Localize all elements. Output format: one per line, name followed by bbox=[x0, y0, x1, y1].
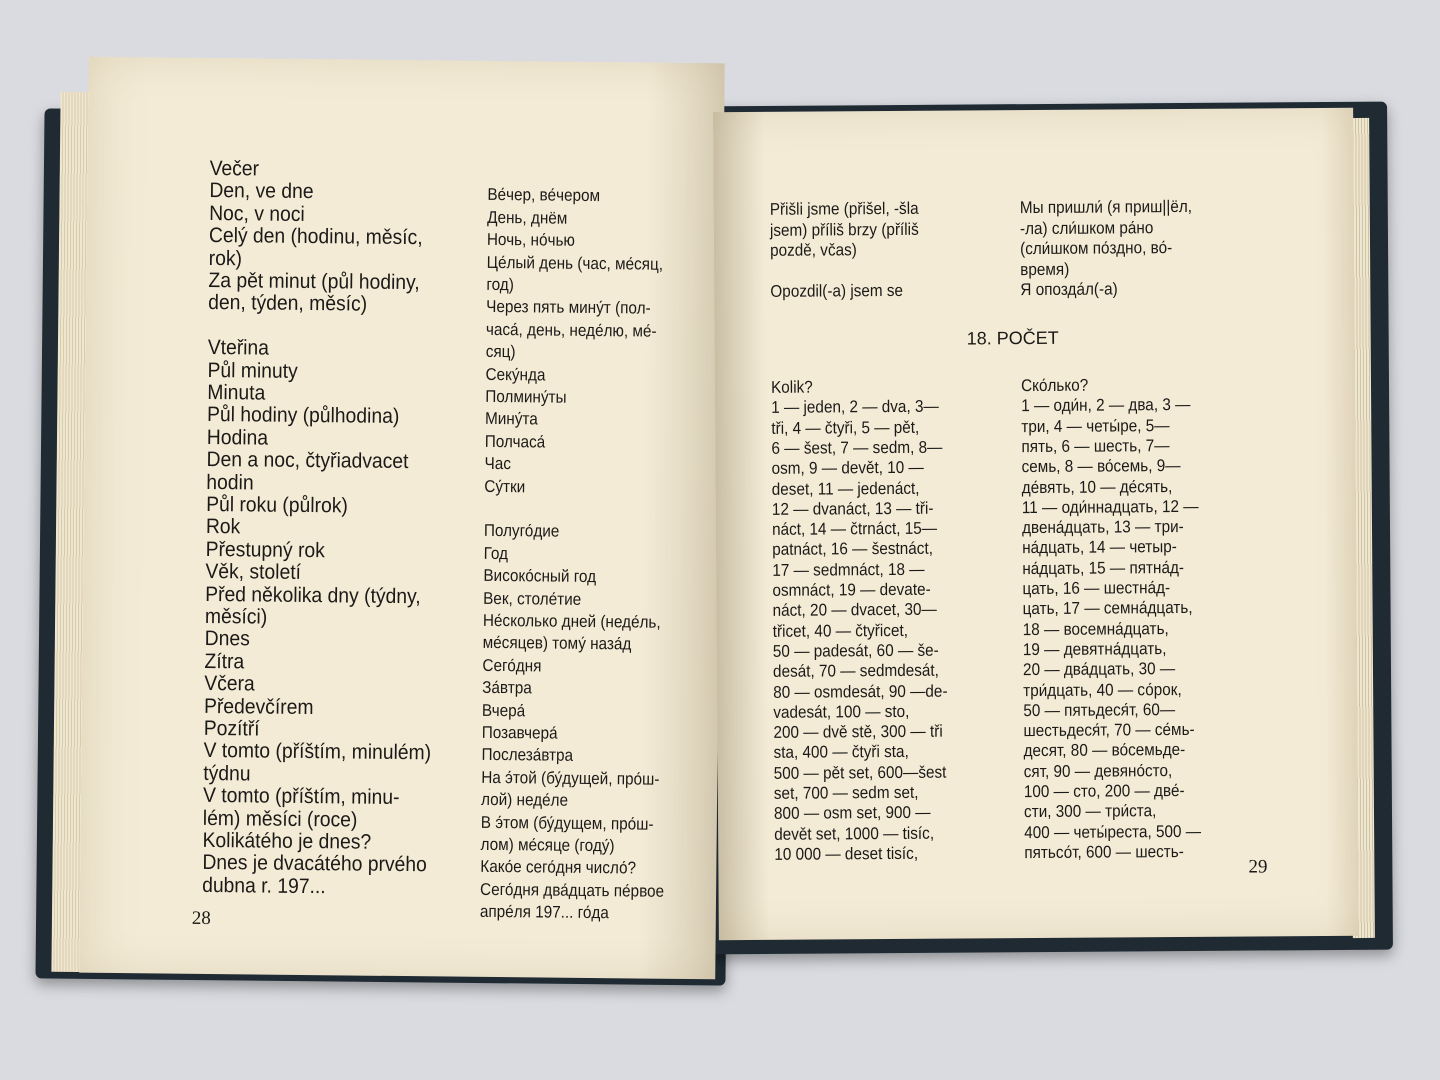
text-line: patnáct, 16 — šestnáct, bbox=[772, 539, 933, 560]
russian-entry: Вчера́ bbox=[481, 700, 526, 720]
text-line: Ско́лько? bbox=[1020, 375, 1089, 396]
russian-entry: Сего́дня два́дцать пе́рвое bbox=[480, 879, 665, 901]
russian-entry: На э́той (бу́дущей, про́ш- bbox=[481, 767, 660, 789]
text-line: цать, 17 — семна́дцать, bbox=[1022, 598, 1193, 619]
text-line: семь, 8 — во́семь, 9— bbox=[1021, 456, 1181, 477]
czech-entry: Půl minuty bbox=[207, 358, 298, 383]
text-line: 20 — два́дцать, 30 — bbox=[1022, 659, 1176, 680]
text-line: на́дцать, 14 — четыр- bbox=[1022, 537, 1177, 558]
text-line: де́вять, 10 — де́сять, bbox=[1021, 476, 1173, 497]
text-line: tři, 4 — čtyři, 5 — pět, bbox=[771, 417, 920, 438]
text-line: 18 — восемна́дцать, bbox=[1022, 618, 1169, 639]
text-line: 50 — padesát, 60 — še- bbox=[772, 640, 939, 661]
russian-entry: День, днём bbox=[487, 207, 568, 228]
czech-entry: Před několika dny (týdny, bbox=[205, 582, 421, 608]
text-line: пять, 6 — шесть, 7— bbox=[1021, 435, 1170, 456]
text-line: 800 — osm set, 900 — bbox=[773, 803, 931, 824]
text-line: 50 — пятьдеся́т, 60— bbox=[1023, 699, 1176, 720]
russian-entry: Мину́та bbox=[484, 409, 538, 429]
text-line: osm, 9 — devět, 10 — bbox=[771, 457, 924, 479]
text-line: náct, 14 — čtrnáct, 15— bbox=[771, 518, 938, 539]
text-line: сят, 90 — девяно́сто, bbox=[1023, 760, 1173, 781]
text-line: třicet, 40 — čtyřicet, bbox=[772, 620, 908, 641]
czech-entry: Předevčírem bbox=[203, 694, 314, 719]
text-line: -ла) сли́шком ра́но bbox=[1019, 217, 1154, 238]
russian-entry: Полчаса́ bbox=[484, 431, 546, 452]
czech-entry: Noc, v noci bbox=[209, 201, 305, 226]
russian-entry: Секу́нда bbox=[485, 364, 546, 385]
russian-entry: Ве́чер, ве́чером bbox=[487, 185, 601, 206]
czech-entry: Večer bbox=[209, 156, 260, 181]
text-line: цать, 16 — шестна́д- bbox=[1022, 578, 1171, 599]
text-line: jsem) příliš brzy (příliš bbox=[769, 219, 919, 240]
czech-entry: Zítra bbox=[204, 649, 245, 674]
russian-entry: Послеза́втра bbox=[481, 745, 574, 766]
russian-entry: Полуго́дие bbox=[483, 521, 560, 542]
czech-entry: Vteřina bbox=[207, 336, 270, 360]
text-line: 100 — сто, 200 — две́- bbox=[1023, 780, 1185, 802]
russian-entry: Час bbox=[484, 454, 512, 474]
text-line: vadesát, 100 — sto, bbox=[773, 701, 910, 722]
text-line: шестьдеся́т, 70 — се́мь- bbox=[1023, 719, 1195, 741]
text-line: Я опозда́л(-а) bbox=[1020, 279, 1118, 300]
text-line: pozdě, včas) bbox=[770, 240, 857, 260]
czech-entry: Přestupný rok bbox=[205, 537, 325, 562]
text-line: десят, 80 — во́семьде- bbox=[1023, 740, 1186, 761]
page-number-left: 28 bbox=[191, 907, 211, 930]
text-line: сти, 300 — три́ста, bbox=[1023, 801, 1157, 822]
text-line: (сли́шком по́здно, во́- bbox=[1020, 238, 1173, 259]
russian-entry: лой) неде́ле bbox=[480, 790, 569, 810]
czech-entry: den, týden, měsíc) bbox=[208, 291, 368, 317]
czech-entry: Rok bbox=[205, 515, 241, 539]
russian-entry: ме́сяцев) тому́ наза́д bbox=[482, 633, 632, 654]
text-line: 400 — четы́реста, 500 — bbox=[1024, 821, 1202, 842]
text-line: sta, 400 — čtyři sta, bbox=[773, 742, 909, 763]
text-line: osmnáct, 19 — devate- bbox=[772, 579, 931, 600]
czech-entry: Pozítří bbox=[203, 716, 260, 741]
russian-entry: За́втра bbox=[482, 678, 532, 698]
czech-entry: měsíci) bbox=[204, 604, 268, 629]
czech-entry: Včera bbox=[204, 672, 255, 696]
text-line: 1 — jeden, 2 — dva, 3— bbox=[771, 396, 939, 418]
russian-entry: Позавчера́ bbox=[481, 722, 558, 743]
text-line: 10 000 — deset tisíc, bbox=[774, 843, 919, 864]
russian-entry: Високо́сный год bbox=[483, 566, 597, 587]
right-page bbox=[713, 108, 1359, 940]
czech-entry: Den, ve dne bbox=[209, 179, 314, 204]
czech-entry: V tomto (příštím, minu- bbox=[202, 784, 400, 810]
russian-entry: Ночь, но́чью bbox=[486, 230, 576, 250]
text-line: devět set, 1000 — tisíc, bbox=[774, 823, 935, 844]
czech-entry: lém) měsíci (roce) bbox=[202, 806, 358, 832]
russian-entry: Год bbox=[483, 543, 509, 563]
russian-entry: лом) ме́сяце (году́) bbox=[480, 834, 615, 856]
text-line: двена́дцать, 13 — три- bbox=[1021, 517, 1184, 538]
czech-entry: Celý den (hodinu, měsíc, bbox=[208, 224, 423, 250]
text-line: 11 — оди́ннадцать, 12 — bbox=[1021, 496, 1199, 517]
czech-entry: Dnes je dvacátého prvého bbox=[202, 851, 427, 877]
russian-entry: Како́е сего́дня число́? bbox=[480, 857, 637, 878]
russian-entry: сяц) bbox=[485, 342, 516, 362]
text-line: три, 4 — четы́ре, 5— bbox=[1021, 415, 1170, 436]
text-line: время) bbox=[1020, 259, 1070, 279]
text-line: 200 — dvě stě, 300 — tři bbox=[773, 721, 943, 742]
czech-entry: Za pět minut (půl hodiny, bbox=[208, 268, 420, 295]
czech-entry: Půl roku (půlrok) bbox=[206, 492, 348, 518]
text-line: пятьсо́т, 600 — шесть- bbox=[1024, 841, 1184, 862]
russian-entry: часа́, день, неде́лю, ме́- bbox=[485, 319, 657, 341]
russian-entry: год) bbox=[486, 274, 514, 295]
text-line: 17 — sedmnáct, 18 — bbox=[772, 559, 925, 580]
czech-entry: Minuta bbox=[207, 380, 266, 405]
russian-entry: Полмину́ты bbox=[485, 386, 567, 407]
text-line: náct, 20 — dvacet, 30— bbox=[772, 599, 937, 621]
russian-entry: Не́сколько дней (неде́ль, bbox=[482, 610, 661, 632]
russian-entry: В э́том (бу́дущем, про́ш- bbox=[480, 812, 654, 834]
text-line: Opozdil(-a) jsem se bbox=[770, 280, 904, 301]
text-line: на́дцать, 15 — пятна́д- bbox=[1022, 557, 1185, 578]
text-line: Kolik? bbox=[770, 377, 813, 397]
page-number-right: 29 bbox=[1248, 856, 1268, 878]
text-line: deset, 11 — jedenáct, bbox=[771, 478, 920, 499]
russian-entry: Век, столе́тие bbox=[483, 588, 582, 609]
text-line: 1 — оди́н, 2 — два, 3 — bbox=[1021, 395, 1191, 416]
text-line: 500 — pět set, 600—šest bbox=[773, 762, 947, 783]
czech-entry: Dnes bbox=[204, 627, 250, 651]
czech-entry: Věk, století bbox=[205, 560, 302, 585]
text-line: desát, 70 — sedmdesát, bbox=[772, 660, 939, 682]
czech-entry: Půl hodiny (půlhodina) bbox=[206, 403, 400, 429]
text-line: Мы пришли́ (я приш||ёл, bbox=[1019, 196, 1193, 218]
czech-entry: Den a noc, čtyřiadvacet bbox=[206, 448, 409, 474]
text-line: set, 700 — sedm set, bbox=[773, 782, 919, 803]
text-line: три́дцать, 40 — со́рок, bbox=[1023, 679, 1182, 700]
czech-entry: hodin bbox=[206, 470, 254, 495]
czech-entry: Kolikátého je dnes? bbox=[202, 828, 372, 854]
czech-entry: dubna r. 197... bbox=[202, 873, 326, 899]
russian-entry: Су́тки bbox=[484, 476, 526, 496]
czech-entry: týdnu bbox=[203, 761, 251, 786]
russian-entry: апре́ля 197... го́да bbox=[479, 902, 609, 923]
czech-entry: rok) bbox=[208, 246, 243, 270]
text-line: Přišli jsme (přišel, -šla bbox=[769, 198, 919, 219]
russian-entry: Сего́дня bbox=[482, 655, 542, 676]
text-line: 12 — dvanáct, 13 — tři- bbox=[771, 498, 934, 519]
left-page bbox=[79, 57, 725, 980]
russian-entry: Через пять мину́т (пол- bbox=[486, 297, 651, 318]
russian-entry: Це́лый день (час, ме́сяц, bbox=[486, 252, 664, 274]
czech-entry: Hodina bbox=[206, 425, 269, 450]
text-line: 6 — šest, 7 — sedm, 8— bbox=[771, 437, 943, 458]
section-title: 18. POČET bbox=[966, 327, 1059, 349]
text-line: 19 — девятна́дцать, bbox=[1022, 638, 1167, 659]
text-line: 80 — osmdesát, 90 —de- bbox=[773, 681, 948, 702]
czech-entry: V tomto (příštím, minulém) bbox=[203, 739, 432, 765]
